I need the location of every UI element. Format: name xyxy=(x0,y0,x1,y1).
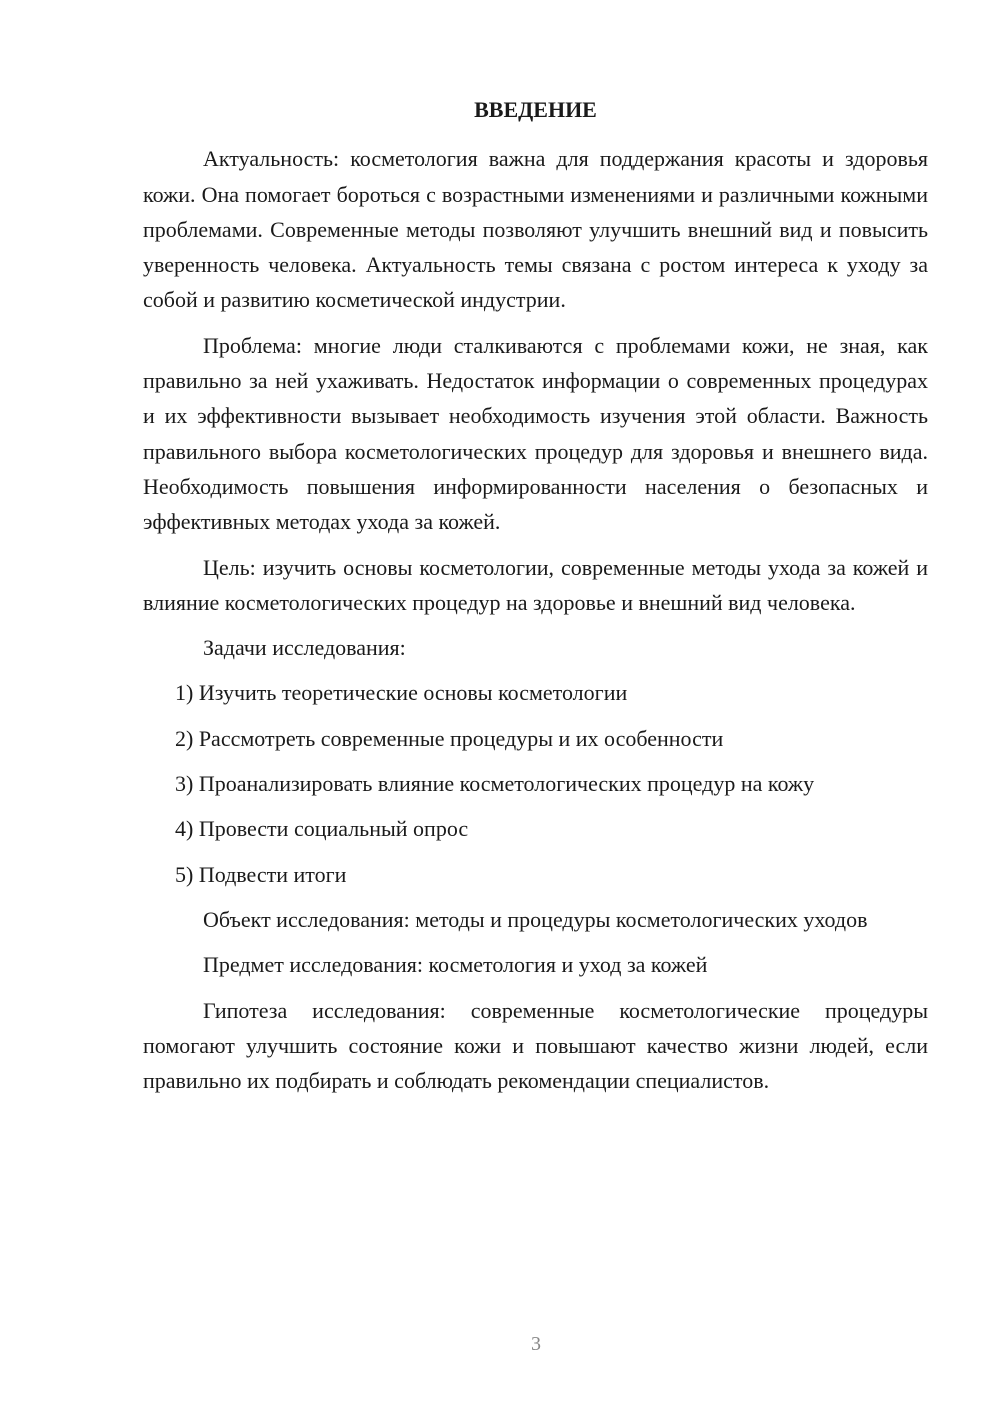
section-title: ВВЕДЕНИЕ xyxy=(474,97,597,122)
object-paragraph: Объект исследования: методы и процедуры косметологических уходов xyxy=(203,906,868,932)
document-page xyxy=(143,92,928,1108)
problem-paragraph: Проблема: многие люди сталкиваются с проблемами кожи, не зная, как правильно за ней ухаживать. Недостаток информации о современных процедурах и их эффективности вызывает необходимость изучения этой области. Важность правильного выбора косметологических процедур для здоровья и внешнего вида. Необходимость повышения информированности населения о безопасных и эффективных методах ухода за кожей. xyxy=(143,332,928,535)
task-item: 4) Провести социальный опрос xyxy=(175,816,469,842)
task-item: 1) Изучить теоретические основы косметологии xyxy=(175,680,628,706)
relevance-paragraph: Актуальность: косметология важна для поддержания красоты и здоровья кожи. Она помогает бороться с возрастными изменениями и различными кожными проблемами. Современные методы позволяют улучшить внешний вид и повысить уверенность человека. Актуальность темы связана с ростом интереса к уходу за собой и развитию косметической индустрии. xyxy=(143,146,928,313)
task-item: 5) Подвести итоги xyxy=(175,861,347,887)
tasks-heading: Задачи исследования: xyxy=(203,635,406,661)
subject-paragraph: Предмет исследования: косметология и уход за кожей xyxy=(203,952,708,978)
hypothesis-paragraph: Гипотеза исследования: современные косметологические процедуры помогают улучшить состояние кожи и повышают качество жизни людей, если правильно их подбирать и соблюдать рекомендации специалистов. xyxy=(143,997,928,1094)
task-item: 2) Рассмотреть современные процедуры и их особенности xyxy=(175,725,724,751)
task-item: 3) Проанализировать влияние косметологических процедур на кожу xyxy=(175,771,815,797)
goal-paragraph: Цель: изучить основы косметологии, современные методы ухода за кожей и влияние косметологических процедур на здоровье и внешний вид человека. xyxy=(143,554,928,615)
page-number: 3 xyxy=(531,1333,541,1355)
